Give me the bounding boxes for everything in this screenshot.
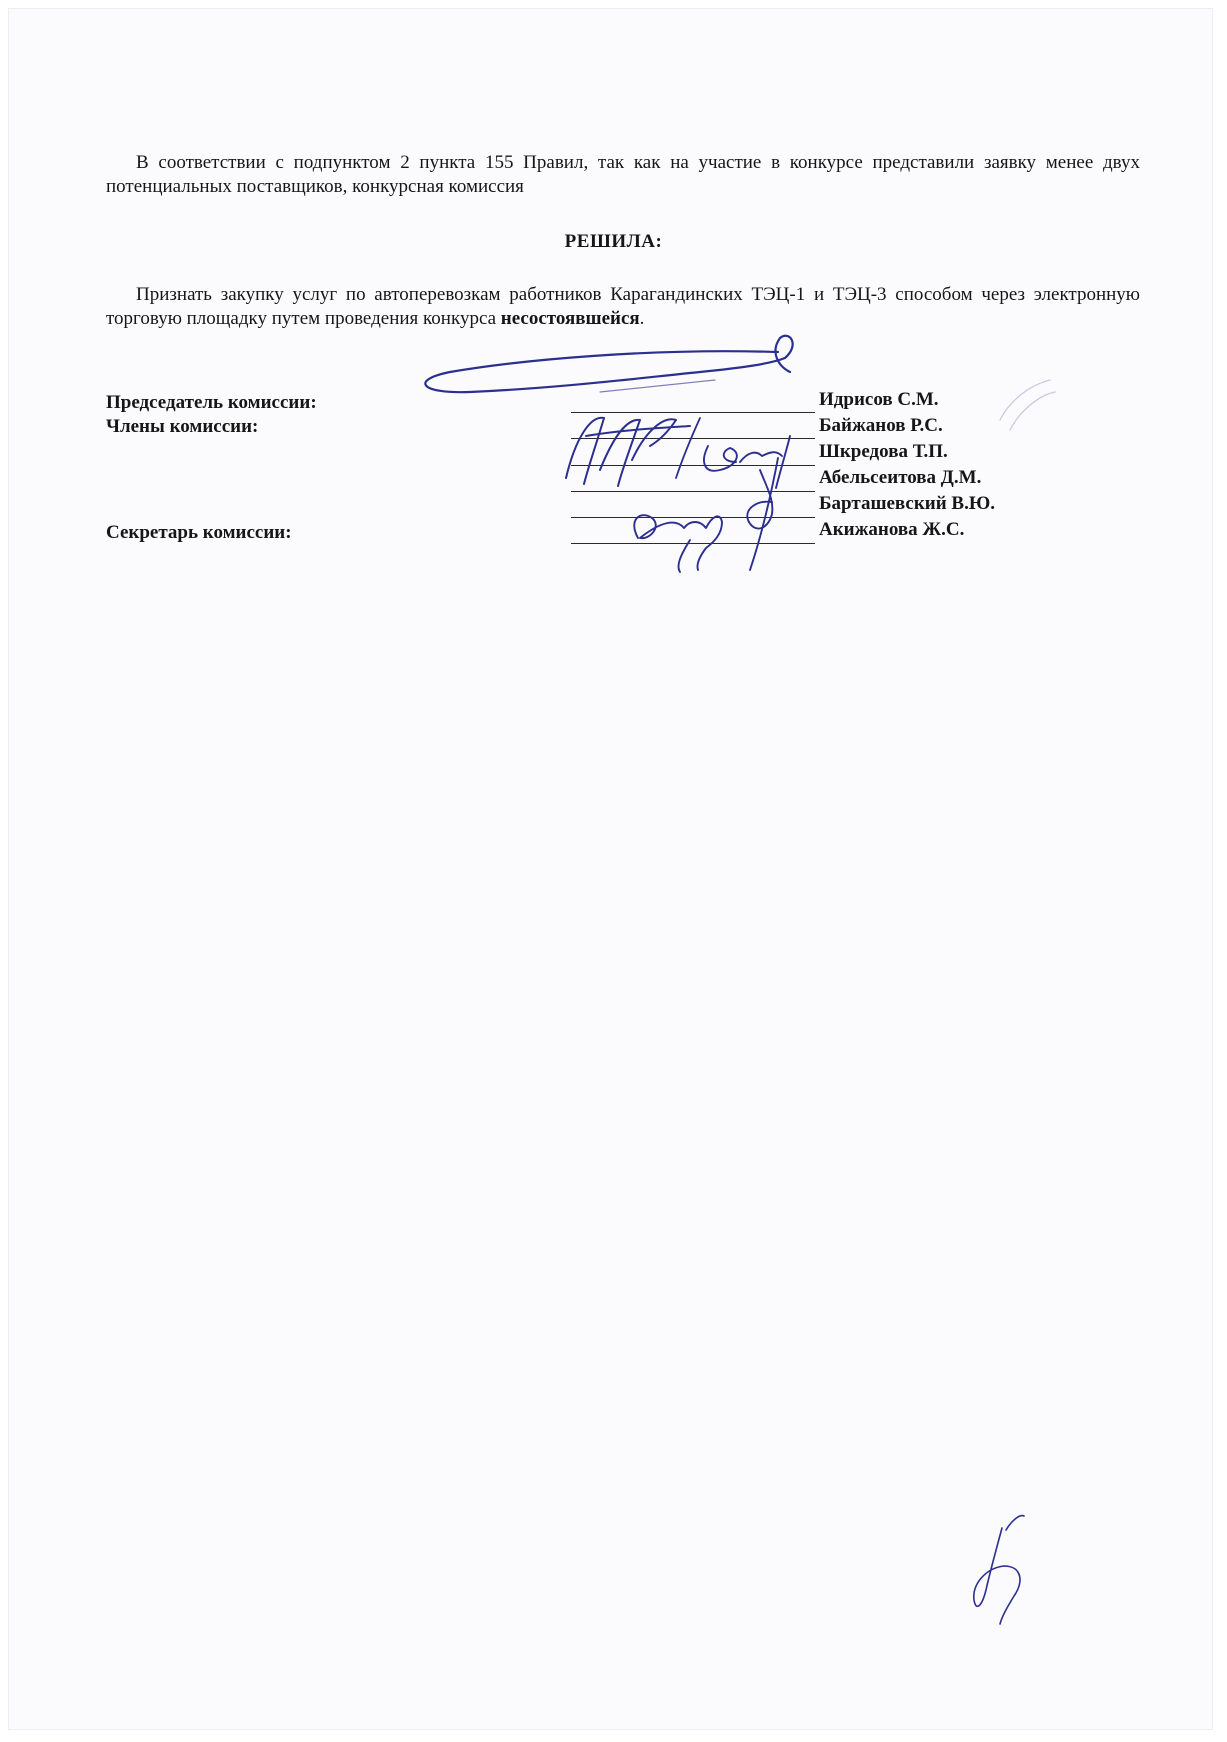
signer-name: Барташевский В.Ю.	[819, 493, 996, 514]
members-label: Члены комиссии:	[106, 416, 259, 437]
signature-line	[571, 465, 815, 466]
signer-name: Идрисов С.М.	[819, 389, 939, 410]
decision-emphasis: несостоявшейся	[500, 308, 640, 329]
secretary-label: Секретарь комиссии:	[106, 522, 292, 543]
paragraph-decision	[106, 283, 1140, 331]
decision-heading: РЕШИЛА:	[564, 231, 663, 252]
signature-line	[571, 438, 815, 439]
signer-name: Акижанова Ж.С.	[819, 519, 965, 540]
document-page	[8, 8, 1213, 1730]
signer-name: Байжанов Р.С.	[819, 415, 943, 436]
signer-name: Абельсеитова Д.М.	[819, 467, 982, 488]
signature-line	[571, 517, 815, 518]
signature-line	[571, 491, 815, 492]
chairman-label: Председатель комиссии:	[106, 392, 317, 413]
signature-line	[571, 412, 815, 413]
signature-line	[571, 543, 815, 544]
decision-text: Признать закупку услуг по автоперевозкам работников Карагандинских ТЭЦ-1 и ТЭЦ-3 способом через электронную торговую площадку путем проведения конкурса	[106, 284, 1140, 329]
decision-period: .	[639, 308, 645, 329]
signer-name: Шкредова Т.П.	[819, 441, 948, 462]
paragraph-basis: В соответствии с подпунктом 2 пункта 155 Правил, так как на участие в конкурсе представили заявку менее двух потенциальных поставщиков, конкурсная комиссия	[106, 152, 1140, 197]
